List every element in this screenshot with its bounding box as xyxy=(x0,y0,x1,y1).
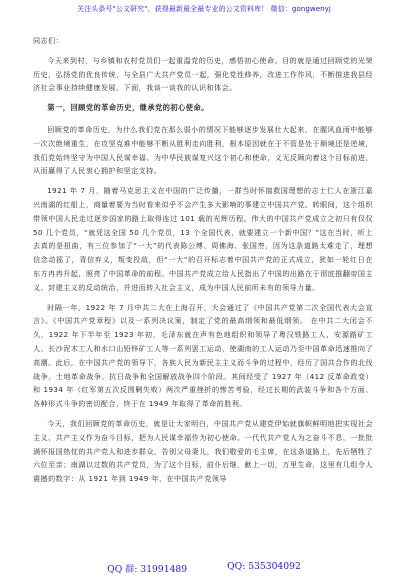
paragraph: 今天，我们回顾党的革命历史，就是让大家明白，中国共产党从建党伊始就旗帜鲜明地把实现社会主义、共产主义作为奋斗目标，把为人民谋幸福作为初心使命。一代代共产党人为之奋斗不息，一批批满怀报国热忱的共产党人和进步群众，告别父母妻儿，我们敬爱的毛主席，在这条道路上，先后牺牲了六位至亲；南湖以过数的共产党员，为了这个目标，前仆后继，献上一切，万里生命，这里有几组令人震撼的数字：从 1921 年到 1949 年，在中国共产党领导 xyxy=(33,418,373,484)
intro-paragraph: 今天来到村，与乡镇和农村党员们一起重温党的历史，感悟初心使命。目的就是通过回顾党的光荣历史，弘扬党的优良传统，与全县广大共产党员一起，强化党性修养，改进工作作风，不断推进我县经济社会事业持续健康发展。下面，我谈一谈我的认识和体会。 xyxy=(33,55,373,93)
document-body xyxy=(33,34,373,492)
salutation: 同志们： xyxy=(33,36,64,45)
section-heading: 第一，回顾党的革命历史，继承党的初心使命。 xyxy=(47,103,209,113)
paragraph: 时隔一年，1922 年 7 月中共二大在上海召开，大会通过了《中国共产党第二次全国代表大会宣言》。《中国共产党章程》以及一系列决议案，制定了党的最高纲领和最低纲领。 在中共二大闭会不久，1922 年下半年至 1923 年初，毛泽东就在声有色地组织和领导了粤汉铁路工人、安源路矿工人、长沙泥木工人和水口山铅锌矿工人等一系列罢工运动，使湖南的工人运动乃至中国革命迅速推向了高潮。此后，在中国共产党的领导下，各族人民为新民主主义而斗争的过程中，经历了国共合作的北伐战争、土地革命战争、抗日战争和全国解放战争四个阶段。其间经受了 1927 年（412 反革命政变）和 1934 年（红军第五次反围剿失败）两次严重挫折的惨苦考验，经过长期的武装斗争和各个方面、各种形式斗争的密切配合，终于在 1949 年取得了革命的胜利。 xyxy=(33,302,373,409)
page-footer xyxy=(0,561,408,575)
footer-qq-contact: QQ: 535304092 xyxy=(227,561,301,572)
footer-qq-group: QQ 群: 31991489 xyxy=(107,564,188,575)
paragraph: 1921 年 7 月，随着马克思主义在中国的广泛传播，一群当时怀揣救国理想的志士仁人在浙江嘉兴南湖的红船上，商量着要为当时看来似乎不会产生多大影响的事建立中国共产党。转眼间，这个组织带领中国人民走过逐步国家的路上取得连过 101 载的光辉历程。伟大的中国共产党成立之初只有仅仅 50 几个党员，“就凭这全国 50 几个党员，13 个全国代表，就要建立一个新中国？”这在当时，听上去真的是扭曲，有三位参加了“一大”的代表陈公博、周佛海、张国焘，因为这条道路太难走了，理想信念动摇了，背信弃义，叛变投敌，但“一大”的召开标志着中国共产党的正式成立，犹如一轮红日在东方冉冉升起，照亮了中国革命的前程。中国共产党成立给人民指出了中国的出路在于彻底推翻帝国主义、封建主义的反动统治，并进而转入社会主义，成为中国人民前所未有的领导力量。 xyxy=(33,186,373,292)
page-header-banner: 关注头条号"公文研究"，获得最新最全最专业的公文资料库！ 微信：gongwenyj xyxy=(77,5,331,13)
paragraph: 回顾党的革命历史，为什么我们党在那么弱小的情况下能够逐步发展壮大起来，在腥风血雨中能够一次次绝境重生，在攻坚克难中能够不断从胜利走向胜利，根本原因就在于不管是处于顺境还是逆境，我们党始终坚守为中国人民谋幸福、为中华民族谋复兴这个初心和使命，义无反顾向着这个目标前进，从而赢得了人民衷心拥护和坚定支持。 xyxy=(33,124,373,176)
